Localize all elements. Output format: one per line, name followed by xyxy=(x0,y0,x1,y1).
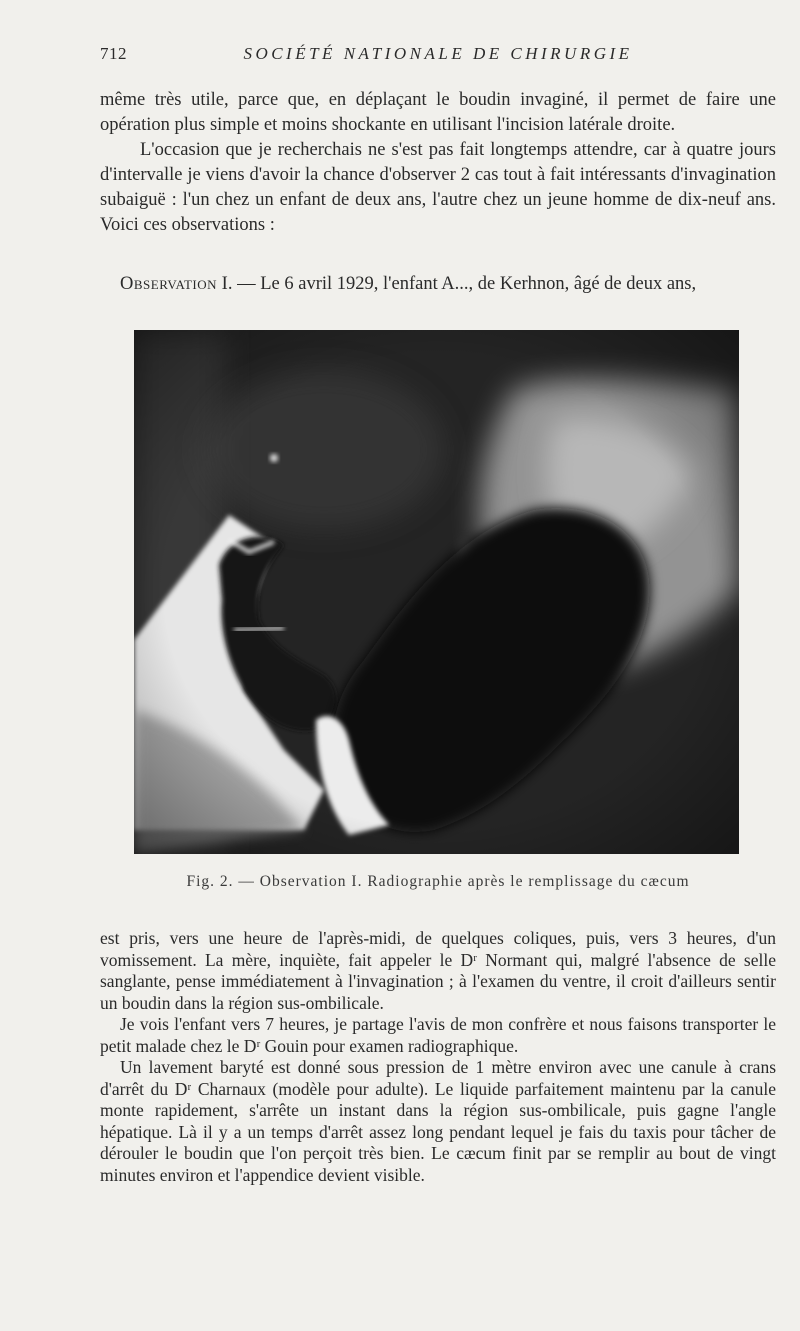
page-header xyxy=(100,44,776,68)
intro-text xyxy=(100,88,776,238)
paragraph: Je vois l'enfant vers 7 heures, je partage l'avis de mon confrère et nous faisons transporter le petit malade chez le Dʳ Gouin pour examen radiographique. xyxy=(100,1014,776,1056)
page-number: 712 xyxy=(100,44,127,63)
observation-heading xyxy=(100,272,776,297)
observation-text: — Le 6 avril 1929, l'enfant A..., de Kerhnon, âgé de deux ans, xyxy=(237,274,697,294)
running-title: SOCIÉTÉ NATIONALE DE CHIRURGIE xyxy=(243,44,633,63)
paragraph: même très utile, parce que, en déplaçant le boudin invaginé, il permet de faire une opération plus simple et moins shockante en utilisant l'incision latérale droite. xyxy=(100,90,776,135)
observation-label: Observation xyxy=(120,274,218,294)
observation-number: I. xyxy=(221,274,233,294)
paragraph: L'occasion que je recherchais ne s'est pas fait longtemps attendre, car à quatre jours d'intervalle je viens d'avoir la chance d'observer 2 cas tout à fait intéressants d'invagination subaiguë : l'un chez un enfant de deux ans, l'autre chez un jeune homme de dix-neuf ans. Voici ces observations : xyxy=(100,140,776,235)
paragraph: est pris, vers une heure de l'après-midi, de quelques coliques, puis, vers 3 heures, d'un vomissement. La mère, inquiète, fait appeler le Dʳ Normant qui, malgré l'absence de selle sanglante, pense immédiatement à l'invagination ; à l'examen du ventre, il croit d'ailleurs sentir un boudin dans la région sus-ombilicale. xyxy=(100,928,776,1013)
radiograph-image xyxy=(134,330,739,854)
radiograph-figure xyxy=(134,330,739,854)
figure-caption: Fig. 2. — Observation I. Radiographie après le remplissage du cæcum xyxy=(186,873,690,890)
continuation-text xyxy=(100,928,776,1186)
paragraph: Un lavement baryté est donné sous pression de 1 mètre environ avec une canule à crans d'arrêt du Dʳ Charnaux (modèle pour adulte). Le liquide parfaitement maintenu par la canule monte rapidement, s'arrête un instant dans la région sus-ombilicale, puis gagne l'angle hépatique. Là il y a un temps d'arrêt assez long pendant lequel je fais du taxis pour tâcher de dérouler le boudin que l'on perçoit très bien. Le cæcum finit par se remplir au bout de vingt minutes environ et l'appendice devient visible. xyxy=(100,1057,776,1185)
